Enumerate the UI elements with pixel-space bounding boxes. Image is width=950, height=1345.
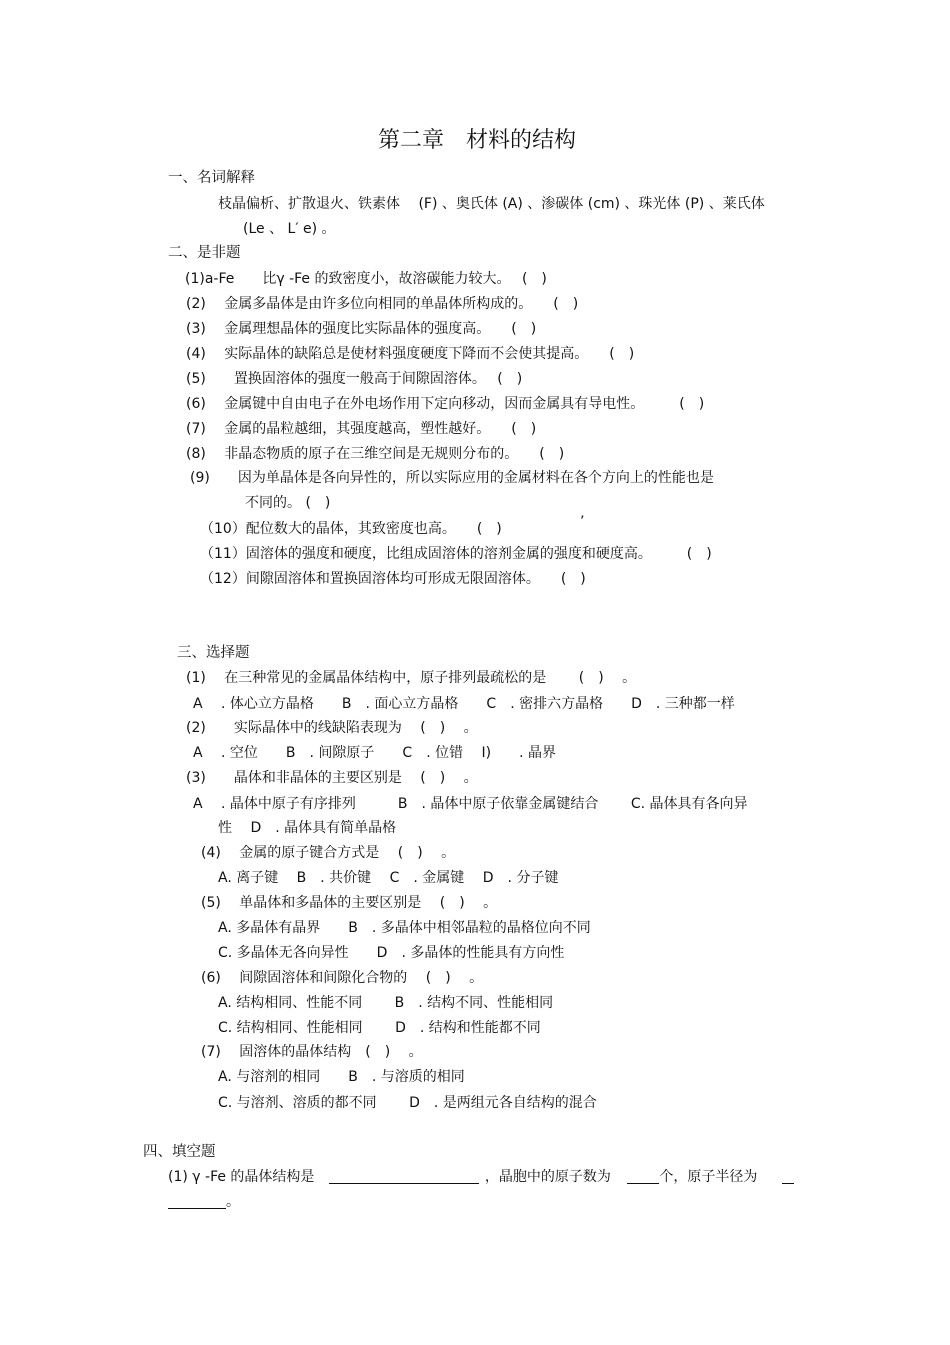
fill-question-1-continuation: [168, 1193, 240, 1211]
mc-question-7-options-line-1: A. 与溶剂的相同 B . 与溶质的相同: [218, 1069, 465, 1085]
mc-question-7: (7) 固溶体的晶体结构 ( ) 。: [201, 1044, 423, 1060]
fill-question-1-part-3: 个，原子半径为: [659, 1169, 758, 1185]
mc-question-3-options-line-2: 性 D . 晶体具有简单晶格: [218, 820, 397, 836]
mc-question-6-options-line-1: A. 结构相同、性能不同 B . 结构不同、性能相同: [218, 995, 554, 1011]
mc-question-4-options: A. 离子键 B . 共价键 C . 金属键 D . 分子键: [218, 870, 559, 886]
answer-blank-radius-start[interactable]: [782, 1169, 794, 1184]
mc-question-6-options-line-2: C. 结构相同、性能相同 D . 结构和性能都不同: [218, 1020, 541, 1036]
section-heading-terms: 一、名词解释: [168, 170, 255, 186]
page-title: 第二章 材料的结构: [378, 128, 577, 153]
mc-question-3: (3) 晶体和非晶体的主要区别是 ( ) 。: [186, 770, 478, 786]
mc-question-1-options: A . 体心立方晶格 B . 面心立方晶格 C . 密排六方晶格 D . 三种都一样: [193, 696, 735, 712]
mc-question-2: (2) 实际晶体中的线缺陷表现为 ( ) 。: [186, 720, 478, 736]
tf-question-10: （10）配位数大的晶体，其致密度也高。 ( ): [200, 521, 502, 537]
tf-question-9-line-2: 不同的。 ( ): [245, 495, 331, 511]
mc-question-3-options-line-1: A . 晶体中原子有序排列 B . 晶体中原子依靠金属键结合 C. 晶体具有各向异: [193, 796, 748, 812]
answer-blank-radius[interactable]: [168, 1194, 226, 1209]
terms-line-1: 枝晶偏析、扩散退火、铁素体 (F) 、奥氏体 (A) 、渗碳体 (cm) 、珠光体 (P) 、莱氏体: [218, 196, 765, 212]
mc-question-1: (1) 在三种常见的金属晶体结构中，原子排列最疏松的是 ( ) 。: [186, 670, 637, 686]
tf-question-9-line-1: (9) 因为单晶体是各向异性的，所以实际应用的金属材料在各个方向上的性能也是: [190, 470, 714, 486]
mc-question-2-options: A . 空位 B . 间隙原子 C . 位错 I) . 晶界: [193, 745, 557, 761]
stray-mark: ’: [580, 514, 585, 530]
tf-question-3: (3) 金属理想晶体的强度比实际晶体的强度高。 ( ): [186, 321, 537, 337]
fill-question-1-end: 。: [226, 1194, 240, 1210]
section-heading-true-false: 二、是非题: [168, 245, 241, 261]
tf-question-11: （11）固溶体的强度和硬度，比组成固溶体的溶剂金属的强度和硬度高。 ( ): [200, 546, 712, 562]
tf-question-12: （12）间隙固溶体和置换固溶体均可形成无限固溶体。 ( ): [200, 571, 586, 587]
tf-question-5: (5) 置换固溶体的强度一般高于间隙固溶体。 ( ): [186, 371, 523, 387]
mc-question-5: (5) 单晶体和多晶体的主要区别是 ( ) 。: [201, 895, 498, 911]
section-heading-multiple-choice: 三、选择题: [177, 645, 250, 661]
mc-question-6: (6) 间隙固溶体和间隙化合物的 ( ) 。: [201, 970, 484, 986]
fill-question-1: [168, 1168, 794, 1186]
section-heading-fill-in: 四、填空题: [143, 1144, 216, 1160]
answer-blank-structure[interactable]: [329, 1169, 479, 1184]
mc-question-4: (4) 金属的原子键合方式是 ( ) 。: [201, 845, 456, 861]
tf-question-7: (7) 金属的晶粒越细，其强度越高，塑性越好。 ( ): [186, 421, 537, 437]
tf-question-8: (8) 非晶态物质的原子在三维空间是无规则分布的。 ( ): [186, 446, 565, 462]
tf-question-6: (6) 金属键中自由电子在外电场作用下定向移动，因而金属具有导电性。 ( ): [186, 396, 705, 412]
mc-question-7-options-line-2: C. 与溶剂、溶质的都不同 D . 是两组元各自结构的混合: [218, 1095, 597, 1111]
mc-question-5-options-line-1: A. 多晶体有晶界 B . 多晶体中相邻晶粒的晶格位向不同: [218, 920, 591, 936]
tf-question-2: (2) 金属多晶体是由许多位向相同的单晶体所构成的。 ( ): [186, 296, 579, 312]
fill-question-1-part-2: ，晶胞中的原子数为: [484, 1169, 611, 1185]
tf-question-1: (1)a-Fe 比γ -Fe 的致密度小，故溶碳能力较大。 ( ): [185, 271, 547, 287]
fill-question-1-part-1: (1) γ -Fe 的晶体结构是: [168, 1169, 315, 1185]
mc-question-5-options-line-2: C. 多晶体无各向异性 D . 多晶体的性能具有方向性: [218, 945, 565, 961]
answer-blank-atom-count[interactable]: [627, 1169, 659, 1184]
terms-line-2: (Le 、 L′ e) 。: [243, 221, 336, 237]
tf-question-4: (4) 实际晶体的缺陷总是使材料强度硬度下降而不会使其提高。 ( ): [186, 346, 635, 362]
